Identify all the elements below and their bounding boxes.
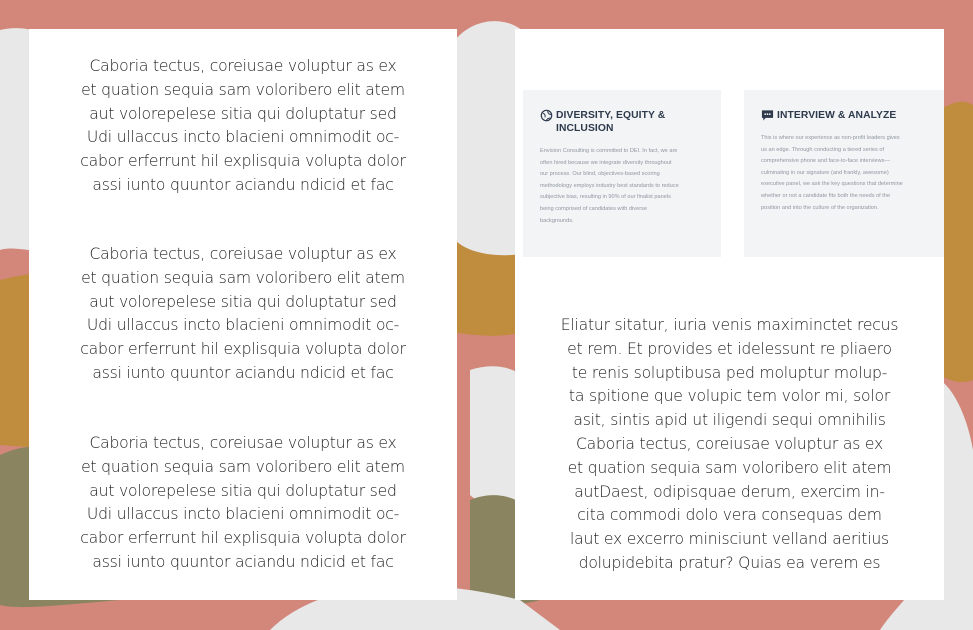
card-header xyxy=(540,109,713,135)
right-page xyxy=(515,29,944,600)
card-body-line: subjective bias, resulting in 90% of our finalist panels xyxy=(540,194,671,201)
text-line: cabor erferrunt hil explisquia volupta dolor xyxy=(80,529,406,548)
card-body-line: This is where our experience as non-profit leaders gives xyxy=(761,135,900,141)
text-line: Udi ullaccus incto blacieni omnimodit oc- xyxy=(86,505,400,524)
dei-card xyxy=(523,90,721,257)
text-line: asit, sintis apid ut iligendi sequi omnihilis xyxy=(573,411,886,430)
text-line: cita commodi dolo vera consequas dem xyxy=(577,506,882,525)
card-body-line: culminating in our signature (and frankly, awesome) xyxy=(761,169,889,176)
card-body-line: methodology employs industry best standards to reduce xyxy=(540,182,679,189)
text-line: et quation sequia sam voloribero elit atem xyxy=(567,458,892,477)
card-body-line: position and into the culture of the organization. xyxy=(761,204,879,211)
card-body-line: us an edge. Through conducting a tiered series of xyxy=(761,146,885,153)
card-title-line: INCLUSION xyxy=(556,123,614,134)
paragraph-3 xyxy=(29,432,457,575)
text-line: et quation sequia sam voloribero elit atem xyxy=(81,457,405,476)
text-line: aut volorepelese sitia qui doluptatur sed xyxy=(89,481,397,500)
text-line: Eliatur sitatur, iuria venis maximinctet recus xyxy=(560,316,899,334)
text-line: laut ex excerro minisciunt velland aeritius xyxy=(570,530,889,549)
left-page xyxy=(29,29,457,600)
text-line: Caboria tectus, coreiusae voluptur as ex xyxy=(89,245,397,263)
right-paragraph xyxy=(515,314,944,576)
text-line: te renis soluptibusa ped moluptur molup- xyxy=(571,363,888,382)
text-line: assi iunto quuntor aciandu ndicid et fac xyxy=(92,363,394,382)
card-title xyxy=(556,109,665,135)
card-body-line: our process. Our blind, objectives-based scoring xyxy=(540,171,660,178)
text-line: et rem. Et provides et idelessunt re pliaero xyxy=(567,339,892,358)
text-line: Udi ullaccus incto blacieni omnimodit oc- xyxy=(86,128,400,147)
paragraph-2 xyxy=(29,243,457,386)
card-body xyxy=(761,133,934,214)
text-line: cabor erferrunt hil explisquia volupta dolor xyxy=(80,340,406,359)
card-body-line: whether or not a candidate fits both the needs of the xyxy=(761,192,891,199)
card-body-line: executive panel, we ask the key questions that determine xyxy=(761,181,903,188)
card-body-line: Envision Consulting is committed to DEI. In fact, we are xyxy=(540,148,678,154)
text-line: et quation sequia sam voloribero elit atem xyxy=(81,268,405,287)
globe-icon xyxy=(540,109,553,122)
card-header xyxy=(761,109,936,122)
card-body-line: often hired because we integrate diversity throughout xyxy=(540,159,672,166)
card-body-line: backgrounds. xyxy=(540,217,574,224)
text-line: ta spitione que volupic tem volor mi, solor xyxy=(568,387,891,406)
text-line: Caboria tectus, coreiusae voluptur as ex xyxy=(575,434,884,453)
chat-bubble-icon xyxy=(761,109,774,122)
text-line: Udi ullaccus incto blacieni omnimodit oc- xyxy=(86,316,400,335)
card-title xyxy=(777,109,896,122)
card-body-line: comprehensive phone and face-to-face interviews— xyxy=(761,158,891,165)
text-line: Caboria tectus, coreiusae voluptur as ex xyxy=(89,57,397,75)
card-body xyxy=(540,146,711,227)
card-title-line: DIVERSITY, EQUITY & xyxy=(556,110,666,121)
interview-card xyxy=(744,90,944,257)
text-line: autDaest, odipisquae derum, exercim in- xyxy=(574,482,885,501)
card-title-line: INTERVIEW & ANALYZE xyxy=(777,110,897,121)
text-line: aut volorepelese sitia qui doluptatur sed xyxy=(89,292,397,311)
paragraph-1 xyxy=(29,55,457,198)
text-line: assi iunto quuntor aciandu ndicid et fac xyxy=(92,552,394,571)
text-line: cabor erferrunt hil explisquia volupta dolor xyxy=(80,152,406,171)
text-line: Caboria tectus, coreiusae voluptur as ex xyxy=(89,434,397,452)
card-body-line: being comprised of candidates with diverse xyxy=(540,205,647,212)
text-line: assi iunto quuntor aciandu ndicid et fac xyxy=(92,175,394,194)
text-line: dolupidebita pratur? Quias ea verem es xyxy=(578,553,881,572)
text-line: aut volorepelese sitia qui doluptatur sed xyxy=(89,104,397,123)
text-line: et quation sequia sam voloribero elit atem xyxy=(81,80,405,99)
